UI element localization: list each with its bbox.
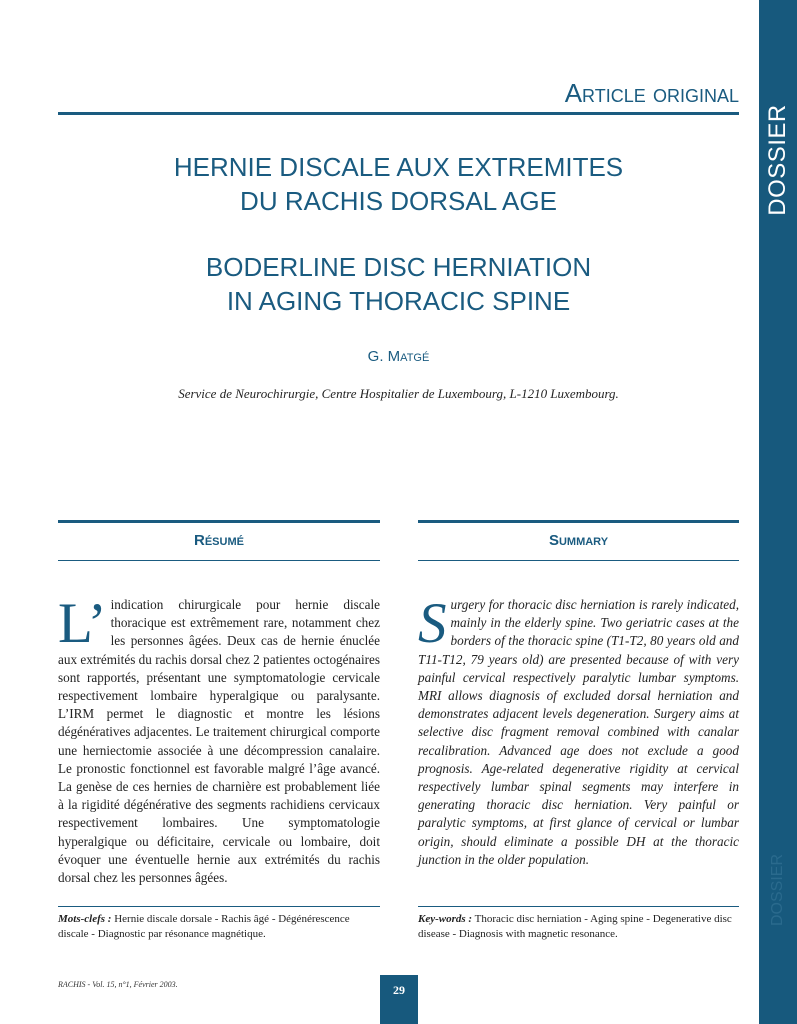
author: G. Matgé	[367, 348, 430, 365]
summary-dropcap: S	[418, 592, 447, 655]
title-english	[58, 250, 739, 318]
summary-keywords-rule	[418, 906, 739, 907]
summary-body	[418, 592, 739, 869]
resume-text: indication chirurgicale pour hernie discale thoracique est extrêmement rare, notamment chez les personnes âgées. Deux cas de hernie énuclée aux extrémités du rachis dorsal chez 2 patientes octogénaires sont rapportés, présentant une symptomatologie cervicale respectivement lombaire hyperalgique ou paralysante. L’IRM permet le diagnostic et montre les lésions dégénératives adjacentes. Le traitement chirurgical comporte une herniectomie associée à une décompression canalaire. Le pronostic fonctionnel est favorable malgré l’âge avancé. La genèse de ces hernies de charnière est probablement liée à la rigidité dégénérative des segments rachidiens cervicaux respectivement lombaires. Une symptomatologie hyperalgique ou déficitaire, cervicale ou lombaire, doit évoquer une éventuelle hernie aux extrémités du rachis dorsal chez les personnes âgées.	[58, 597, 380, 886]
footer-citation: RACHIS - Vol. 15, n°1, Février 2003.	[58, 980, 178, 989]
header-rule	[58, 112, 739, 115]
resume-keywords	[58, 912, 380, 941]
section-label: Article original	[564, 78, 739, 108]
resume-heading: Résumé	[194, 532, 244, 549]
title-english-line-1: BODERLINE DISC HERNIATION	[205, 252, 592, 282]
sidebar-ghost-label: DOSSIER	[769, 853, 786, 927]
page-number: 29	[393, 983, 405, 997]
affiliation: Service de Neurochirurgie, Centre Hospitalier de Luxembourg, L-1210 Luxembourg.	[178, 386, 619, 401]
summary-text: urgery for thoracic disc herniation is rarely indicated, mainly in the elderly spine. Two geriatric cases at the borders of the thoracic spine (T1-T2, 80 years old and T11-T12, 79 years old) are presented because of with very painful cervical respectively paralytic lumbar symptoms. MRI allows diagnosis of excluded dorsal herniation and demonstrates adjacent levels degeneration. Surgery aims at selective disc fragment removal combined with canalar recalibration. Advanced age does not exclude a good prognosis. Age-related degenerative rigidity at cervical respectively lumbar spinal segments may interfere in generating thoracic disc herniation. Very painful or paralytic symptoms, at first glance of cervical or lumbar origin, should eliminate a possible DH at the thoracic junction in the older population.	[418, 597, 739, 867]
summary-rule	[418, 520, 739, 523]
resume-rule	[58, 520, 380, 523]
title-french-line-1: HERNIE DISCALE AUX EXTREMITES	[173, 152, 624, 182]
resume-dropcap: L’	[58, 592, 107, 655]
title-french	[58, 150, 739, 218]
resume-keywords-rule	[58, 906, 380, 907]
resume-keywords-label: Mots-clefs :	[58, 913, 112, 925]
summary-rule-thin	[418, 560, 739, 561]
summary-heading: Summary	[548, 532, 609, 549]
resume-rule-thin	[58, 560, 380, 561]
resume-body	[58, 592, 380, 887]
resume-keywords-text: Hernie discale dorsale - Rachis âgé - Dégénérescence discale - Diagnostic par résonance magnétique.	[58, 913, 350, 940]
summary-keywords-text: Thoracic disc herniation - Aging spine - Degenerative disc disease - Diagnosis with magnetic resonance.	[418, 913, 732, 940]
sidebar-label: DOSSIER	[764, 104, 791, 216]
title-english-line-2: IN AGING THORACIC SPINE	[226, 286, 571, 316]
summary-keywords-label: Key-words :	[418, 913, 473, 925]
summary-keywords	[418, 912, 739, 941]
title-french-line-2: DU RACHIS DORSAL AGE	[240, 186, 557, 216]
